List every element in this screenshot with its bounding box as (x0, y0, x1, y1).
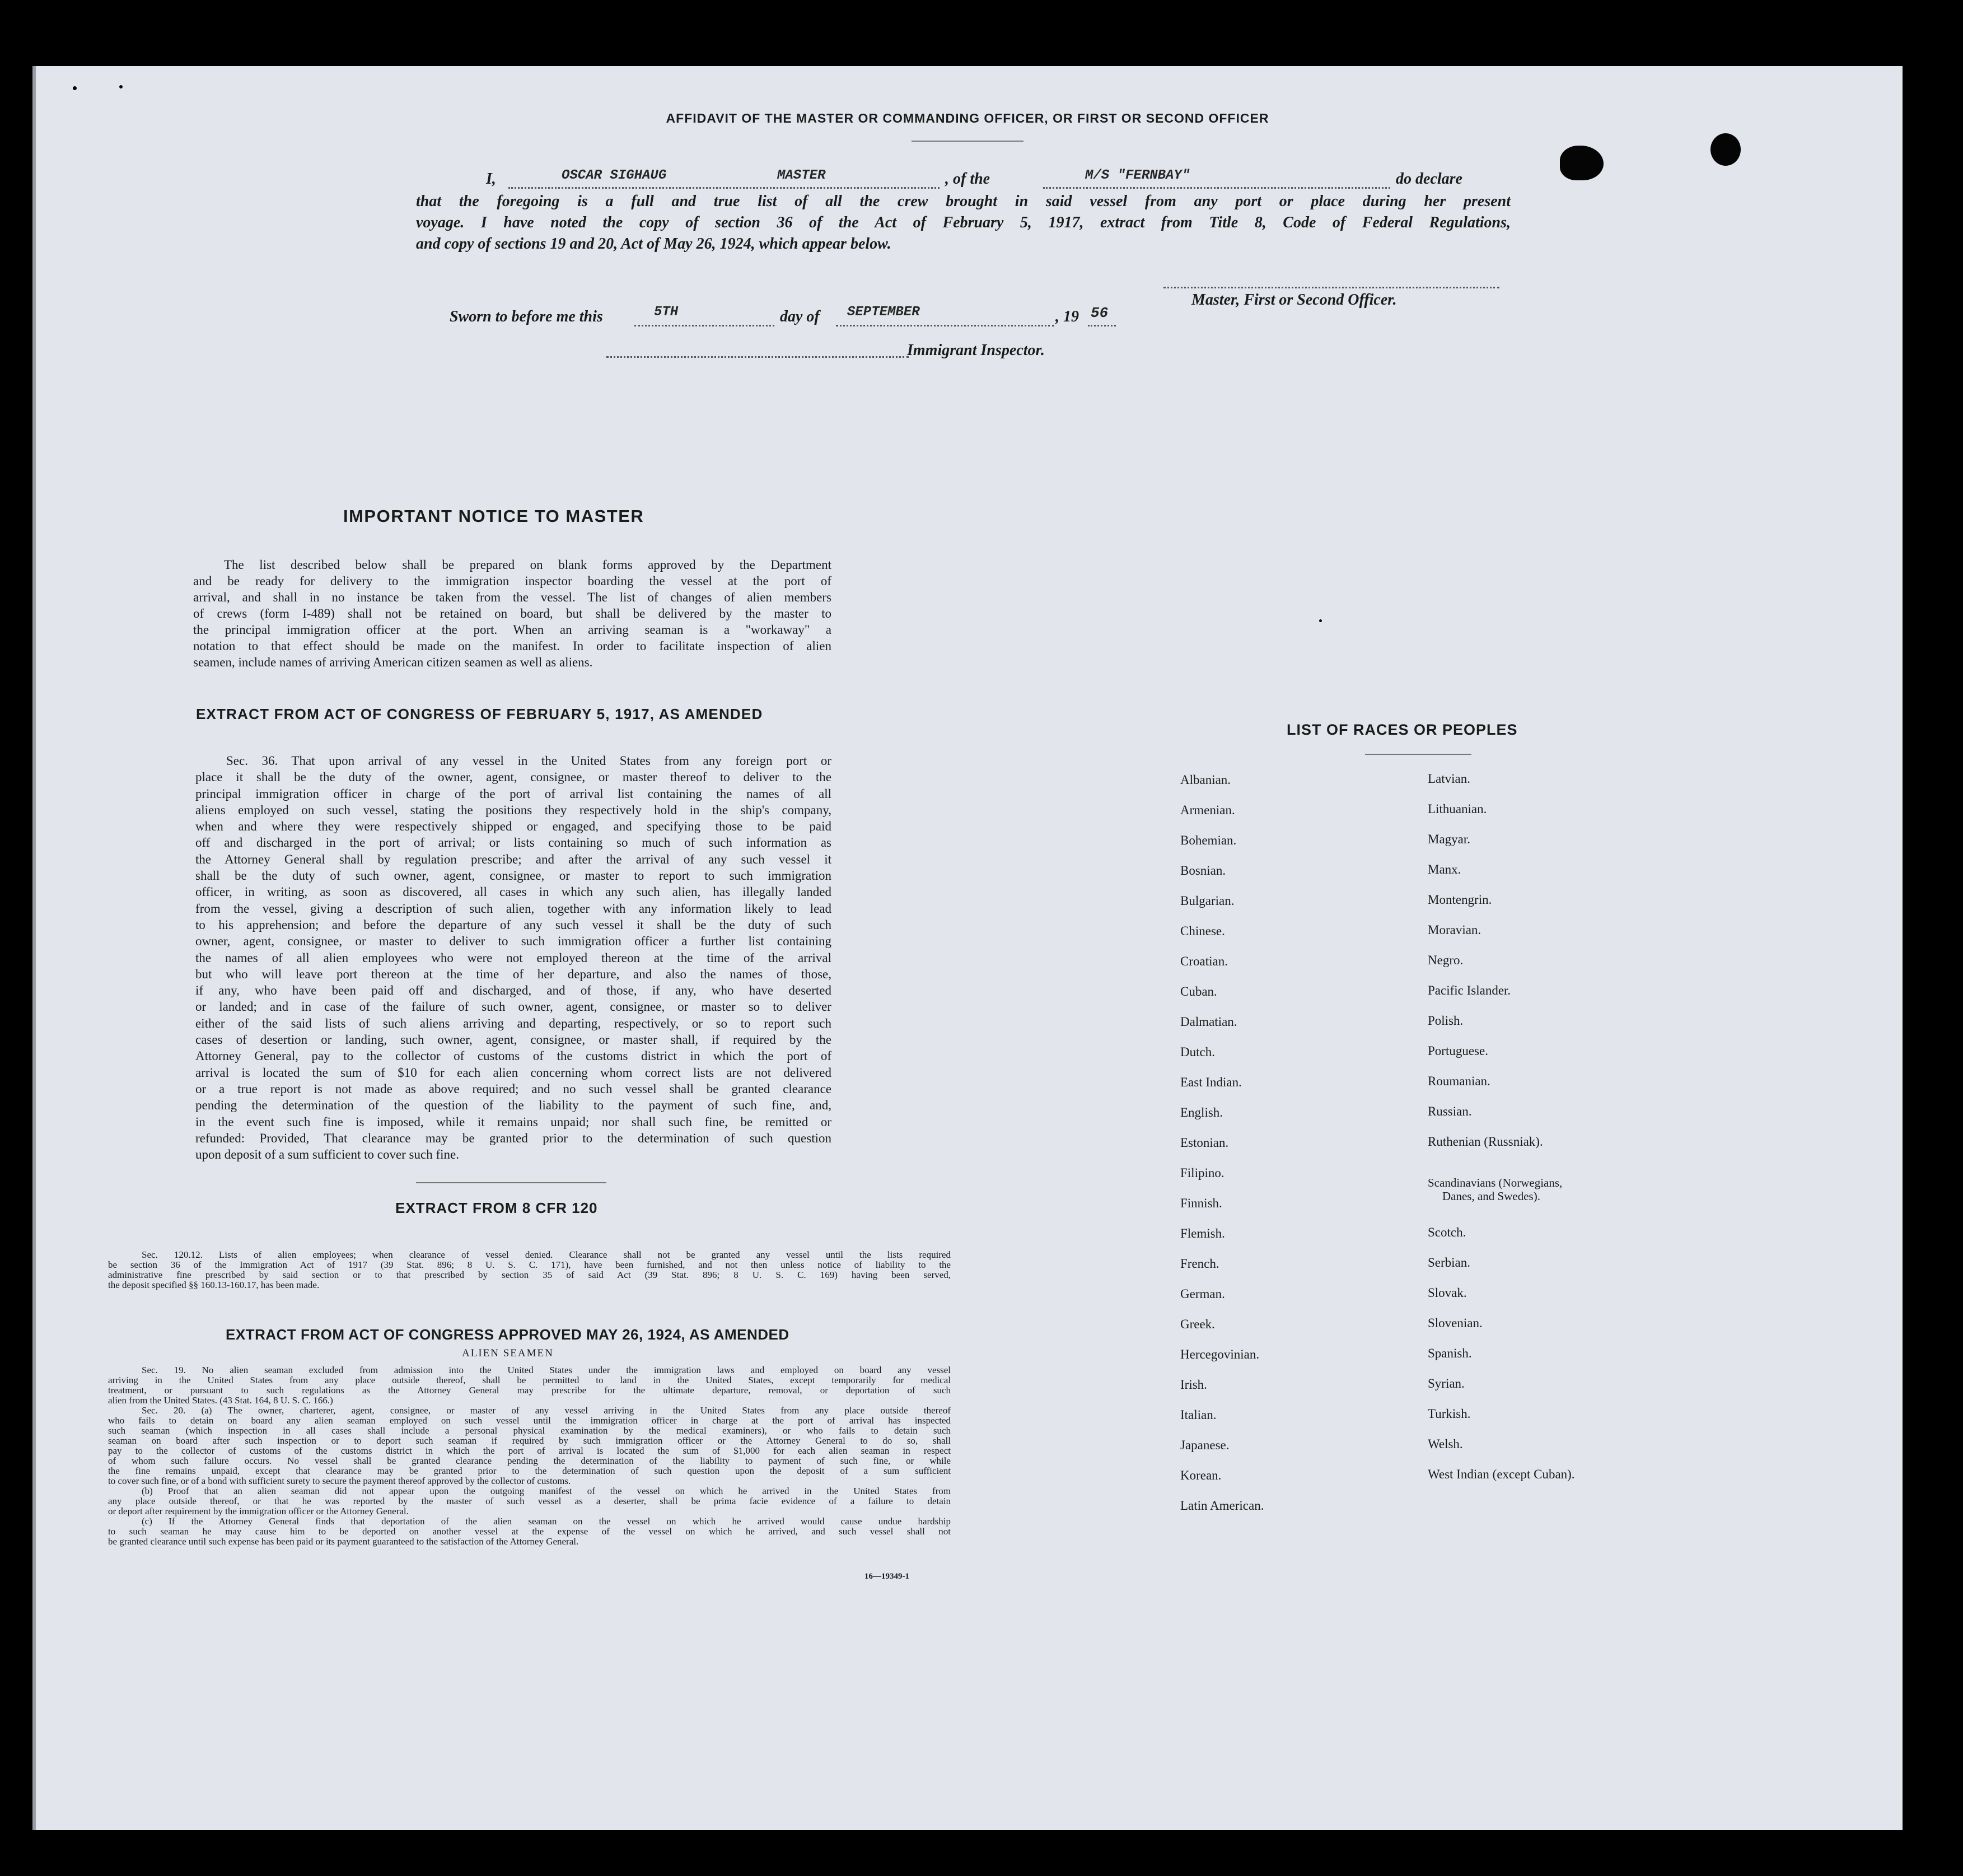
race-left: Filipino. (1180, 1166, 1224, 1180)
section-36-line: in the event such fine is imposed, while it remains unpaid; nor shall such fine, be remitted or (195, 1114, 831, 1129)
race-left: Hercegovinian. (1180, 1347, 1260, 1361)
sworn-line (450, 305, 1177, 330)
section-36-line: if any, who have been paid off and discharged, and of those, if any, who have deserted (195, 983, 831, 998)
sec-19-line: Sec. 19. No alien seaman excluded from admission into the United States under the immigration laws and employed on board any vessel (142, 1365, 951, 1375)
race-right: Roumanian. (1428, 1074, 1490, 1088)
notice-line: seamen, include names of arriving American citizen seamen as well as aliens. (193, 655, 593, 669)
race-left: Japanese. (1180, 1438, 1230, 1452)
race-left: Dalmatian. (1180, 1015, 1237, 1029)
race-left: Bohemian. (1180, 833, 1237, 847)
sec-20c-line: to such seaman he may cause him to be deported on another vessel at the expense of the vessel on which he arrived, and such vessel shall not (108, 1526, 951, 1537)
race-left: Flemish. (1180, 1226, 1225, 1240)
races-title: LIST OF RACES OR PEOPLES (1287, 721, 1518, 738)
officer-signature-line (1163, 287, 1499, 288)
section-36-line: when and where they were respectively shipped or engaged, and specifying those to be paid (195, 819, 831, 834)
extract-cfr-title: EXTRACT FROM 8 CFR 120 (395, 1200, 598, 1216)
sec-20-line: pay to the collector of customs of the customs district in which the port of arrival is located the sum of $1,000 for each alien seaman in respect (108, 1445, 951, 1456)
sec-20c-line: (c) If the Attorney General finds that deportation of the alien seaman on the vessel on which he arrived would cause undue hardship (142, 1516, 951, 1527)
sworn-label: Sworn to before me this (450, 308, 603, 325)
race-left: East Indian. (1180, 1075, 1242, 1089)
notice-line: notation to that effect should be made on the manifest. In order to facilitate inspection of alien (193, 639, 831, 653)
ink-blot (1710, 133, 1741, 166)
section-36-line: but who will leave port thereon at the time of her departure, and also the names of those, (195, 967, 831, 981)
race-left: Croatian. (1180, 954, 1228, 968)
affidavit-heading: AFFIDAVIT OF THE MASTER OR COMMANDING OFFICER, OR FIRST OR SECOND OFFICER (666, 111, 1269, 125)
day-of-label: day of (780, 308, 820, 325)
section-36-line: officer, in writing, as soon as discovered, all cases in which any such alien, has illegally landed (195, 885, 831, 899)
section-36-line: upon deposit of a sum sufficient to cover such fine. (195, 1147, 459, 1162)
ink-blot (1560, 146, 1604, 180)
sworn-year: 56 (1091, 305, 1109, 321)
inspector-label: Immigrant Inspector. (907, 342, 1045, 359)
section-36-line: arrival is located the sum of $10 for each alien concerning whom correct lists are not delivered (195, 1065, 831, 1080)
sworn-month: SEPTEMBER (847, 305, 920, 320)
section-36-line: cases of desertion or landing, such owner, agent, consignee, or master shall, if required by the (195, 1033, 831, 1047)
race-left: English. (1180, 1105, 1223, 1119)
race-left: Armenian. (1180, 803, 1235, 817)
sec-19-line: alien from the United States. (43 Stat. 164, 8 U. S. C. 166.) (108, 1395, 333, 1406)
race-left: Korean. (1180, 1468, 1222, 1482)
scan-speck (73, 86, 77, 90)
affidavit-line-2: that the foregoing is a full and true list of all the crew brought in said vessel from any port or place during her present (416, 193, 1511, 210)
form-number: 16—19349-1 (864, 1572, 909, 1581)
divider-rule (416, 1182, 606, 1183)
sec-20b-line: (b) Proof that an alien seaman did not appear upon the outgoing manifest of the vessel on which he arrived in the United States from (142, 1486, 951, 1496)
notice-line: arrival, and shall in no instance be taken from the vessel. The list of changes of alien members (193, 590, 831, 604)
race-left: Irish. (1180, 1378, 1207, 1392)
section-36-line: or a true report is not made as above required; and no such vessel shall be granted clearance (195, 1081, 831, 1096)
section-36-line: shall be the duty of such owner, agent, consignee, or master to report to such immigration (195, 869, 831, 883)
race-right: Ruthenian (Russniak). (1428, 1135, 1543, 1149)
race-left: Cuban. (1180, 984, 1217, 998)
race-right: Polish. (1428, 1014, 1464, 1028)
race-left: Greek. (1180, 1317, 1215, 1331)
race-left: Estonian. (1180, 1136, 1229, 1150)
race-right: Syrian. (1428, 1376, 1465, 1390)
cfr-line: Sec. 120.12. Lists of alien employees; when clearance of vessel denied. Clearance shall not be granted any vessel until the lists required (142, 1249, 951, 1260)
affidavit-line-1 (416, 170, 1511, 192)
of-the-label: , of the (945, 170, 990, 188)
affidavit-line-3: voyage. I have noted the copy of section 36 of the Act of February 5, 1917, extract from Title 8, Code of Federal Regulations, (416, 214, 1511, 231)
race-right: Lithuanian. (1428, 802, 1487, 816)
race-right: Portuguese. (1428, 1044, 1488, 1058)
section-36-line: refunded: Provided, That clearance may be granted prior to the determination of such question (195, 1131, 831, 1145)
race-right: Slovak. (1428, 1286, 1467, 1300)
section-36-line: aliens employed on such vessel, stating the positions they respectively hold in the ship's company, (195, 802, 831, 817)
section-36-line: or landed; and in case of the failure of such owner, agent, consignee, or master so to deliver (195, 1000, 831, 1014)
section-36-line: owner, agent, consignee, or master to deliver to such immigration officer a further list containing (195, 934, 831, 949)
race-right: Manx. (1428, 862, 1461, 876)
heading-rule (912, 141, 1023, 142)
race-left: Latin American. (1180, 1499, 1264, 1513)
year-prefix: , 19 (1055, 308, 1079, 325)
section-36-line: pending the determination of the question of the liability to the payment of such fine, and, (195, 1098, 831, 1113)
inspector-signature-line (606, 356, 909, 358)
master-rank: MASTER (777, 168, 826, 183)
race-left: Chinese. (1180, 924, 1225, 938)
sec-20-line: seaman on board after such inspection or to deport such seaman if required by such immigration officer or the Attorney General to do so, shall (108, 1435, 951, 1446)
sec-19-line: arriving in the United States from any place outside thereof, shall be permitted to land in the United States, except temporarily for medical (108, 1375, 951, 1385)
vessel-name: M/S "FERNBAY" (1085, 168, 1190, 183)
section-36-line: the names of all alien employees who were not employed thereon at the time of the arrival (195, 950, 831, 965)
race-right: Scotch. (1428, 1225, 1466, 1239)
cfr-line: the deposit specified §§ 160.13-160.17, has been made. (108, 1280, 320, 1290)
section-36-line: the Attorney General shall by regulation prescribe; and after the arrival of any such vessel it (195, 852, 831, 866)
sec-20-line: such seaman (which inspection in all cases shall include a personal physical examination by the medical examiners), or who fails to detain such (108, 1425, 951, 1436)
sec-20-line: the fine remains unpaid, except that clearance may be granted prior to the determination of such question upon the deposit of a sum sufficient (108, 1466, 951, 1476)
sec-20c-line: be granted clearance until such expense has been paid or its payment guaranteed to the satisfaction of the Attorney General. (108, 1536, 579, 1547)
do-declare-label: do declare (1396, 170, 1462, 188)
sec-20-line: Sec. 20. (a) The owner, charterer, agent, consignee, or master of any vessel arriving in the United States from any place outside thereof (142, 1405, 951, 1416)
section-36-line: Sec. 36. That upon arrival of any vessel in the United States from any foreign port or (226, 754, 831, 768)
section-36-line: principal immigration officer in charge of the port of arrival list containing the names of all (195, 786, 831, 801)
master-name: OSCAR SIGHAUG (562, 168, 667, 183)
i-label: I, (486, 170, 496, 188)
race-left: Finnish. (1180, 1196, 1222, 1210)
notice-title: IMPORTANT NOTICE TO MASTER (343, 506, 644, 526)
cfr-line: administrative fine prescribed by said section or to that prescribed by section 35 of said Act (39 Stat. 896; 8 U. S. C. 169) having been served, (108, 1270, 951, 1280)
races-title-rule (1365, 754, 1471, 755)
race-right: Russian. (1428, 1104, 1472, 1118)
race-left: Italian. (1180, 1408, 1217, 1422)
race-right: Danes, and Swedes). (1442, 1189, 1540, 1203)
section-36-line: from the vessel, giving a description of such alien, together with any information likely to lead (195, 901, 831, 916)
race-left: Albanian. (1180, 773, 1231, 787)
extract-1917-title: EXTRACT FROM ACT OF CONGRESS OF FEBRUARY 5, 1917, AS AMENDED (196, 706, 763, 722)
extract-1924-title: EXTRACT FROM ACT OF CONGRESS APPROVED MAY 26, 1924, AS AMENDED (226, 1326, 789, 1343)
race-left: German. (1180, 1287, 1225, 1301)
scan-speck (119, 85, 123, 88)
race-left: Dutch. (1180, 1045, 1215, 1059)
race-left: French. (1180, 1257, 1219, 1271)
race-right: West Indian (except Cuban). (1428, 1467, 1575, 1481)
sec-20-line: to cover such fine, or of a bond with sufficient surety to secure the payment thereof approved by the collector of customs. (108, 1476, 571, 1486)
affidavit-line-4: and copy of sections 19 and 20, Act of May 26, 1924, which appear below. (416, 235, 891, 253)
race-left: Bosnian. (1180, 864, 1226, 878)
scan-edge (32, 66, 36, 1830)
sworn-day: 5TH (654, 305, 679, 320)
race-right: Moravian. (1428, 923, 1481, 937)
race-right: Serbian. (1428, 1256, 1471, 1270)
notice-line: The list described below shall be prepared on blank forms approved by the Department (224, 558, 831, 572)
extract-1924-body (108, 1365, 951, 1547)
document-page (32, 66, 1903, 1830)
notice-line: and be ready for delivery to the immigration inspector boarding the vessel at the port of (193, 574, 831, 588)
race-right: Welsh. (1428, 1437, 1463, 1451)
race-right: Negro. (1428, 953, 1464, 967)
sec-19-line: treatment, or pursuant to such regulations as the Attorney General may prescribe for the ultimate departure, removal, or deportation of such (108, 1385, 951, 1396)
scan-speck (1319, 619, 1322, 622)
alien-seamen-subtitle: ALIEN SEAMEN (462, 1347, 554, 1359)
sec-20b-line: or deport after requirement by the immigration officer or the Attorney General. (108, 1506, 409, 1516)
officer-signature-label: Master, First or Second Officer. (1191, 291, 1397, 309)
notice-body (193, 557, 831, 670)
race-right: Pacific Islander. (1428, 983, 1511, 997)
sec-20-line: of whom such failure occurs. No vessel shall be granted clearance pending the determination of the liability to payment of such fine, or while (108, 1455, 951, 1466)
notice-line: the principal immigration officer at the port. When an arriving seaman is a "workaway" a (193, 623, 831, 637)
section-36-line: Attorney General, pay to the collector of customs of the customs district in which the port of (195, 1049, 831, 1063)
race-left: Bulgarian. (1180, 894, 1235, 908)
section-36-line: to his apprehension; and before the departure of any such vessel it shall be the duty of such (195, 917, 831, 932)
race-right: Slovenian. (1428, 1316, 1483, 1330)
section-36-line: either of the said lists of such aliens arriving and departing, respectively, or so to report such (195, 1016, 831, 1030)
notice-line: of crews (form I-489) shall not be retained on board, but shall be delivered by the master to (193, 606, 831, 620)
race-right: Magyar. (1428, 832, 1471, 846)
section-36-line: off and discharged in the port of arrival; or lists containing so much of such information as (195, 836, 831, 850)
race-right: Spanish. (1428, 1346, 1472, 1360)
extract-1917-body (195, 753, 831, 1163)
extract-cfr-body (108, 1250, 951, 1290)
race-right: Montengrin. (1428, 893, 1492, 907)
sec-20-line: who fails to detain on board any alien seaman employed on such vessel until the immigration officer in charge at the port of arrival has inspected (108, 1415, 951, 1426)
cfr-line: be section 36 of the Immigration Act of 1917 (39 Stat. 896; 8 U. S. C. 171), have been furnished, and not then unless notice of liability to the (108, 1259, 951, 1270)
race-right: Latvian. (1428, 772, 1470, 786)
sec-20b-line: any place outside thereof, or that he was reported by the master of such vessel as a deserter, shall be prima facie evidence of a failure to detain (108, 1496, 951, 1506)
race-right: Turkish. (1428, 1407, 1471, 1421)
section-36-line: place it shall be the duty of the owner, agent, consignee, or master thereof to deliver to the (195, 770, 831, 785)
race-right: Scandinavians (Norwegians, (1428, 1176, 1563, 1189)
